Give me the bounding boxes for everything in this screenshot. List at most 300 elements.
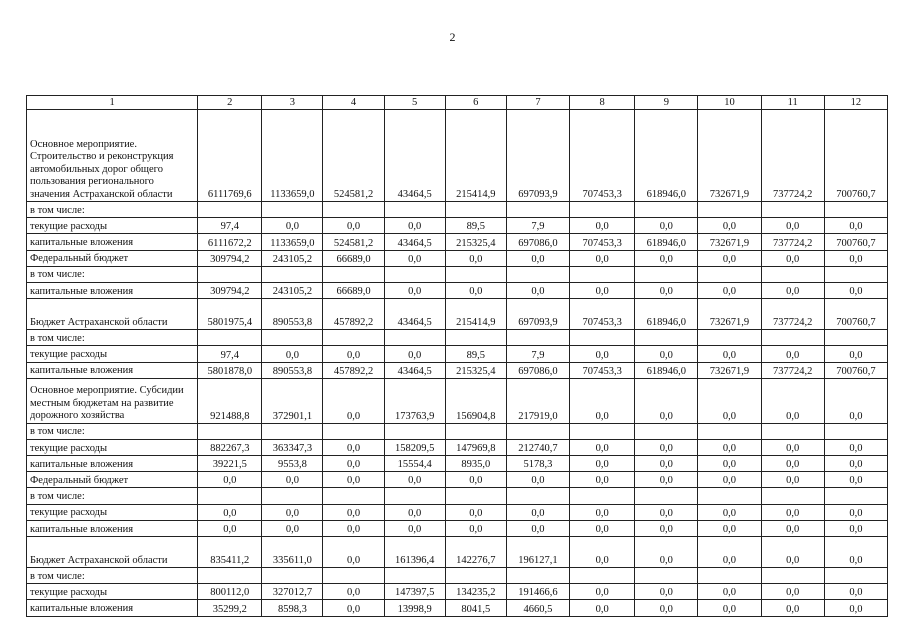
row-label: текущие расходы <box>27 346 198 362</box>
table-cell: 0,0 <box>570 472 635 488</box>
table-cell: 882267,3 <box>198 439 262 455</box>
table-cell: 0,0 <box>698 218 761 234</box>
table-row <box>27 520 888 536</box>
table-cell <box>445 568 506 584</box>
table-cell: 737724,2 <box>761 362 824 378</box>
table-cell: 173763,9 <box>384 378 445 423</box>
table-cell: 0,0 <box>384 472 445 488</box>
table-cell <box>698 568 761 584</box>
table-cell: 161396,4 <box>384 537 445 568</box>
table-cell: 0,0 <box>824 584 887 600</box>
row-label: текущие расходы <box>27 504 198 520</box>
table-cell: 215325,4 <box>445 234 506 250</box>
table-cell: 0,0 <box>698 520 761 536</box>
budget-table-container <box>26 95 888 617</box>
table-cell <box>323 568 384 584</box>
table-cell: 97,4 <box>198 346 262 362</box>
table-cell: 0,0 <box>635 439 698 455</box>
table-cell: 43464,5 <box>384 110 445 202</box>
table-cell: 0,0 <box>570 250 635 266</box>
table-cell <box>384 488 445 504</box>
table-cell: 0,0 <box>506 250 569 266</box>
table-cell: 7,9 <box>506 218 569 234</box>
table-cell: 0,0 <box>824 250 887 266</box>
table-cell: 618946,0 <box>635 299 698 330</box>
table-cell: 700760,7 <box>824 362 887 378</box>
table-cell: 9553,8 <box>262 456 323 472</box>
table-cell: 0,0 <box>262 472 323 488</box>
table-cell: 0,0 <box>323 520 384 536</box>
table-cell: 0,0 <box>761 584 824 600</box>
table-cell: 707453,3 <box>570 234 635 250</box>
table-cell: 800112,0 <box>198 584 262 600</box>
table-cell <box>506 488 569 504</box>
table-cell: 8598,3 <box>262 600 323 616</box>
table-row <box>27 110 888 202</box>
table-cell <box>198 330 262 346</box>
table-cell <box>445 423 506 439</box>
table-cell: 0,0 <box>384 250 445 266</box>
table-cell: 457892,2 <box>323 299 384 330</box>
table-cell: 0,0 <box>698 456 761 472</box>
table-cell: 196127,1 <box>506 537 569 568</box>
table-cell: 0,0 <box>323 218 384 234</box>
table-cell <box>570 202 635 218</box>
table-cell: 524581,2 <box>323 234 384 250</box>
table-cell: 0,0 <box>635 504 698 520</box>
table-cell: 0,0 <box>570 218 635 234</box>
row-label: в том числе: <box>27 266 198 282</box>
table-cell: 43464,5 <box>384 234 445 250</box>
table-cell: 158209,5 <box>384 439 445 455</box>
table-cell: 697086,0 <box>506 362 569 378</box>
table-cell: 0,0 <box>323 472 384 488</box>
table-row <box>27 362 888 378</box>
table-row <box>27 346 888 362</box>
table-cell: 618946,0 <box>635 234 698 250</box>
table-cell: 0,0 <box>635 520 698 536</box>
table-row <box>27 488 888 504</box>
table-cell <box>323 266 384 282</box>
table-cell: 0,0 <box>323 584 384 600</box>
table-cell <box>384 202 445 218</box>
column-header: 1 <box>27 96 198 110</box>
table-row <box>27 234 888 250</box>
table-cell: 0,0 <box>824 472 887 488</box>
table-cell <box>198 488 262 504</box>
table-cell <box>506 266 569 282</box>
table-cell: 0,0 <box>384 282 445 298</box>
table-cell: 215325,4 <box>445 362 506 378</box>
table-cell: 1133659,0 <box>262 110 323 202</box>
table-cell <box>445 266 506 282</box>
row-label: капитальные вложения <box>27 520 198 536</box>
table-cell <box>761 202 824 218</box>
column-header: 6 <box>445 96 506 110</box>
table-cell: 1133659,0 <box>262 234 323 250</box>
row-label: Федеральный бюджет <box>27 472 198 488</box>
table-cell: 0,0 <box>698 439 761 455</box>
row-label: текущие расходы <box>27 584 198 600</box>
table-cell: 0,0 <box>635 378 698 423</box>
table-cell: 217919,0 <box>506 378 569 423</box>
table-cell: 0,0 <box>824 346 887 362</box>
table-cell: 737724,2 <box>761 110 824 202</box>
table-cell: 0,0 <box>635 537 698 568</box>
budget-table <box>26 95 888 617</box>
table-cell: 0,0 <box>323 600 384 616</box>
table-cell: 0,0 <box>698 346 761 362</box>
table-cell: 0,0 <box>570 520 635 536</box>
table-cell: 0,0 <box>761 456 824 472</box>
table-row <box>27 299 888 330</box>
table-row <box>27 439 888 455</box>
table-cell <box>635 202 698 218</box>
table-row <box>27 537 888 568</box>
table-cell: 732671,9 <box>698 110 761 202</box>
table-cell: 147397,5 <box>384 584 445 600</box>
table-cell: 0,0 <box>445 520 506 536</box>
table-cell: 5801975,4 <box>198 299 262 330</box>
table-cell <box>506 330 569 346</box>
table-cell: 147969,8 <box>445 439 506 455</box>
table-cell: 0,0 <box>824 218 887 234</box>
table-cell: 0,0 <box>698 537 761 568</box>
table-cell: 0,0 <box>824 600 887 616</box>
table-cell: 890553,8 <box>262 299 323 330</box>
table-cell <box>198 202 262 218</box>
table-cell <box>323 488 384 504</box>
table-cell <box>761 266 824 282</box>
table-cell: 0,0 <box>262 520 323 536</box>
table-cell: 0,0 <box>824 504 887 520</box>
table-body <box>27 110 888 617</box>
row-label: в том числе: <box>27 488 198 504</box>
table-cell: 0,0 <box>445 250 506 266</box>
table-cell: 0,0 <box>506 472 569 488</box>
table-cell: 0,0 <box>570 537 635 568</box>
table-cell: 372901,1 <box>262 378 323 423</box>
table-cell: 8041,5 <box>445 600 506 616</box>
table-cell: 700760,7 <box>824 110 887 202</box>
table-cell: 0,0 <box>761 282 824 298</box>
table-cell: 212740,7 <box>506 439 569 455</box>
table-cell <box>761 568 824 584</box>
table-row <box>27 584 888 600</box>
table-cell: 0,0 <box>323 439 384 455</box>
table-cell: 0,0 <box>761 346 824 362</box>
row-label: Бюджет Астраханской области <box>27 537 198 568</box>
table-cell: 335611,0 <box>262 537 323 568</box>
table-cell: 0,0 <box>384 504 445 520</box>
table-cell: 890553,8 <box>262 362 323 378</box>
table-cell: 0,0 <box>761 504 824 520</box>
table-cell <box>635 568 698 584</box>
table-cell: 0,0 <box>761 537 824 568</box>
table-cell: 707453,3 <box>570 362 635 378</box>
header-row <box>27 96 888 110</box>
row-label: Федеральный бюджет <box>27 250 198 266</box>
table-cell: 8935,0 <box>445 456 506 472</box>
table-cell: 0,0 <box>445 472 506 488</box>
table-cell: 0,0 <box>635 456 698 472</box>
table-cell: 0,0 <box>570 584 635 600</box>
table-cell: 0,0 <box>698 584 761 600</box>
table-cell: 156904,8 <box>445 378 506 423</box>
table-cell: 0,0 <box>761 472 824 488</box>
table-cell: 0,0 <box>698 378 761 423</box>
table-cell <box>384 423 445 439</box>
table-cell: 707453,3 <box>570 110 635 202</box>
table-cell: 0,0 <box>570 282 635 298</box>
table-cell: 0,0 <box>506 504 569 520</box>
row-label: в том числе: <box>27 568 198 584</box>
table-row <box>27 266 888 282</box>
table-cell: 524581,2 <box>323 110 384 202</box>
table-cell: 700760,7 <box>824 299 887 330</box>
table-cell: 0,0 <box>635 250 698 266</box>
table-cell <box>262 330 323 346</box>
table-cell: 0,0 <box>445 504 506 520</box>
table-cell: 243105,2 <box>262 282 323 298</box>
table-cell <box>384 330 445 346</box>
table-cell <box>198 423 262 439</box>
table-cell: 0,0 <box>384 520 445 536</box>
column-header: 12 <box>824 96 887 110</box>
table-cell <box>445 488 506 504</box>
table-cell: 0,0 <box>698 600 761 616</box>
table-cell <box>198 568 262 584</box>
table-cell: 0,0 <box>635 472 698 488</box>
table-cell <box>635 423 698 439</box>
table-cell <box>635 266 698 282</box>
table-cell <box>570 568 635 584</box>
column-header: 11 <box>761 96 824 110</box>
row-label: капитальные вложения <box>27 234 198 250</box>
table-cell: 0,0 <box>824 537 887 568</box>
table-cell: 5801878,0 <box>198 362 262 378</box>
table-cell <box>824 266 887 282</box>
table-cell: 835411,2 <box>198 537 262 568</box>
table-cell: 97,4 <box>198 218 262 234</box>
column-header: 2 <box>198 96 262 110</box>
table-cell <box>262 266 323 282</box>
table-cell: 0,0 <box>570 600 635 616</box>
table-row <box>27 250 888 266</box>
table-cell <box>323 423 384 439</box>
table-cell <box>824 423 887 439</box>
table-cell: 0,0 <box>761 250 824 266</box>
table-row <box>27 202 888 218</box>
table-cell: 0,0 <box>635 346 698 362</box>
table-cell <box>761 488 824 504</box>
table-cell <box>761 330 824 346</box>
table-cell: 66689,0 <box>323 250 384 266</box>
row-label: в том числе: <box>27 202 198 218</box>
table-cell: 0,0 <box>570 456 635 472</box>
table-cell: 697086,0 <box>506 234 569 250</box>
row-label: Основное мероприятие. Строительство и реконструкция автомобильных дорог общего пользования регионального значения Астраханской области <box>27 110 198 202</box>
table-cell <box>570 488 635 504</box>
table-row <box>27 378 888 423</box>
table-cell: 6111769,6 <box>198 110 262 202</box>
table-cell: 0,0 <box>698 250 761 266</box>
table-cell <box>824 488 887 504</box>
table-cell: 89,5 <box>445 346 506 362</box>
table-cell <box>698 330 761 346</box>
column-header: 5 <box>384 96 445 110</box>
table-cell: 0,0 <box>698 472 761 488</box>
table-cell <box>506 423 569 439</box>
table-cell: 697093,9 <box>506 110 569 202</box>
page-number: 2 <box>449 30 456 44</box>
table-cell <box>262 568 323 584</box>
table-cell: 0,0 <box>635 282 698 298</box>
table-cell: 0,0 <box>198 472 262 488</box>
column-header: 9 <box>635 96 698 110</box>
table-cell <box>570 423 635 439</box>
row-label: в том числе: <box>27 330 198 346</box>
table-cell <box>570 266 635 282</box>
table-cell: 309794,2 <box>198 250 262 266</box>
row-label: Бюджет Астраханской области <box>27 299 198 330</box>
table-cell: 4660,5 <box>506 600 569 616</box>
row-label: капитальные вложения <box>27 456 198 472</box>
table-cell: 0,0 <box>506 282 569 298</box>
table-cell: 6111672,2 <box>198 234 262 250</box>
table-cell: 0,0 <box>323 378 384 423</box>
table-cell: 0,0 <box>761 378 824 423</box>
table-cell: 697093,9 <box>506 299 569 330</box>
table-cell: 0,0 <box>262 504 323 520</box>
table-cell <box>698 423 761 439</box>
table-cell: 66689,0 <box>323 282 384 298</box>
table-cell <box>262 488 323 504</box>
column-header: 8 <box>570 96 635 110</box>
table-cell: 134235,2 <box>445 584 506 600</box>
row-label: Основное мероприятие. Субсидии местным бюджетам на развитие дорожного хозяйства <box>27 378 198 423</box>
table-cell <box>323 202 384 218</box>
table-row <box>27 218 888 234</box>
table-cell: 921488,8 <box>198 378 262 423</box>
table-cell <box>445 202 506 218</box>
table-cell: 618946,0 <box>635 110 698 202</box>
table-cell: 0,0 <box>824 520 887 536</box>
table-cell <box>698 488 761 504</box>
table-cell <box>506 202 569 218</box>
table-cell: 327012,7 <box>262 584 323 600</box>
table-cell: 5178,3 <box>506 456 569 472</box>
table-cell: 0,0 <box>384 218 445 234</box>
table-cell: 0,0 <box>198 504 262 520</box>
table-cell <box>262 423 323 439</box>
row-label: капитальные вложения <box>27 282 198 298</box>
column-header: 3 <box>262 96 323 110</box>
row-label: капитальные вложения <box>27 362 198 378</box>
row-label: капитальные вложения <box>27 600 198 616</box>
row-label: текущие расходы <box>27 218 198 234</box>
row-label: в том числе: <box>27 423 198 439</box>
table-cell: 0,0 <box>323 456 384 472</box>
table-cell <box>824 330 887 346</box>
table-cell: 0,0 <box>635 584 698 600</box>
table-cell: 243105,2 <box>262 250 323 266</box>
table-cell <box>761 423 824 439</box>
table-cell: 15554,4 <box>384 456 445 472</box>
table-cell: 0,0 <box>698 504 761 520</box>
table-cell: 0,0 <box>262 346 323 362</box>
table-cell <box>635 330 698 346</box>
table-cell <box>384 266 445 282</box>
table-cell <box>262 202 323 218</box>
table-cell: 309794,2 <box>198 282 262 298</box>
table-cell: 142276,7 <box>445 537 506 568</box>
row-label: текущие расходы <box>27 439 198 455</box>
table-cell: 0,0 <box>824 282 887 298</box>
table-cell: 0,0 <box>761 218 824 234</box>
table-cell: 0,0 <box>323 346 384 362</box>
table-cell: 0,0 <box>761 439 824 455</box>
table-cell: 0,0 <box>635 218 698 234</box>
table-cell: 0,0 <box>570 346 635 362</box>
table-cell: 732671,9 <box>698 299 761 330</box>
table-cell: 0,0 <box>323 504 384 520</box>
table-cell: 0,0 <box>445 282 506 298</box>
table-cell: 732671,9 <box>698 234 761 250</box>
table-cell: 0,0 <box>570 439 635 455</box>
table-cell <box>570 330 635 346</box>
table-cell <box>323 330 384 346</box>
table-cell: 737724,2 <box>761 299 824 330</box>
table-cell: 191466,6 <box>506 584 569 600</box>
table-cell: 0,0 <box>384 346 445 362</box>
table-cell: 0,0 <box>323 537 384 568</box>
table-cell: 457892,2 <box>323 362 384 378</box>
table-cell: 0,0 <box>824 456 887 472</box>
table-cell: 0,0 <box>570 504 635 520</box>
table-cell: 43464,5 <box>384 362 445 378</box>
table-cell <box>198 266 262 282</box>
table-cell: 0,0 <box>570 378 635 423</box>
table-cell <box>698 266 761 282</box>
table-cell <box>824 568 887 584</box>
table-row <box>27 423 888 439</box>
table-cell: 89,5 <box>445 218 506 234</box>
table-cell: 0,0 <box>698 282 761 298</box>
table-cell: 618946,0 <box>635 362 698 378</box>
table-row <box>27 472 888 488</box>
table-cell <box>635 488 698 504</box>
column-header: 7 <box>506 96 569 110</box>
table-row <box>27 330 888 346</box>
table-cell: 737724,2 <box>761 234 824 250</box>
table-cell <box>698 202 761 218</box>
table-cell: 7,9 <box>506 346 569 362</box>
table-cell: 0,0 <box>635 600 698 616</box>
table-row <box>27 600 888 616</box>
table-cell: 43464,5 <box>384 299 445 330</box>
table-cell: 215414,9 <box>445 110 506 202</box>
table-cell: 0,0 <box>262 218 323 234</box>
table-cell: 0,0 <box>824 439 887 455</box>
table-cell: 35299,2 <box>198 600 262 616</box>
table-row <box>27 282 888 298</box>
table-cell: 215414,9 <box>445 299 506 330</box>
table-cell: 0,0 <box>198 520 262 536</box>
column-header: 10 <box>698 96 761 110</box>
table-cell: 39221,5 <box>198 456 262 472</box>
table-cell <box>824 202 887 218</box>
